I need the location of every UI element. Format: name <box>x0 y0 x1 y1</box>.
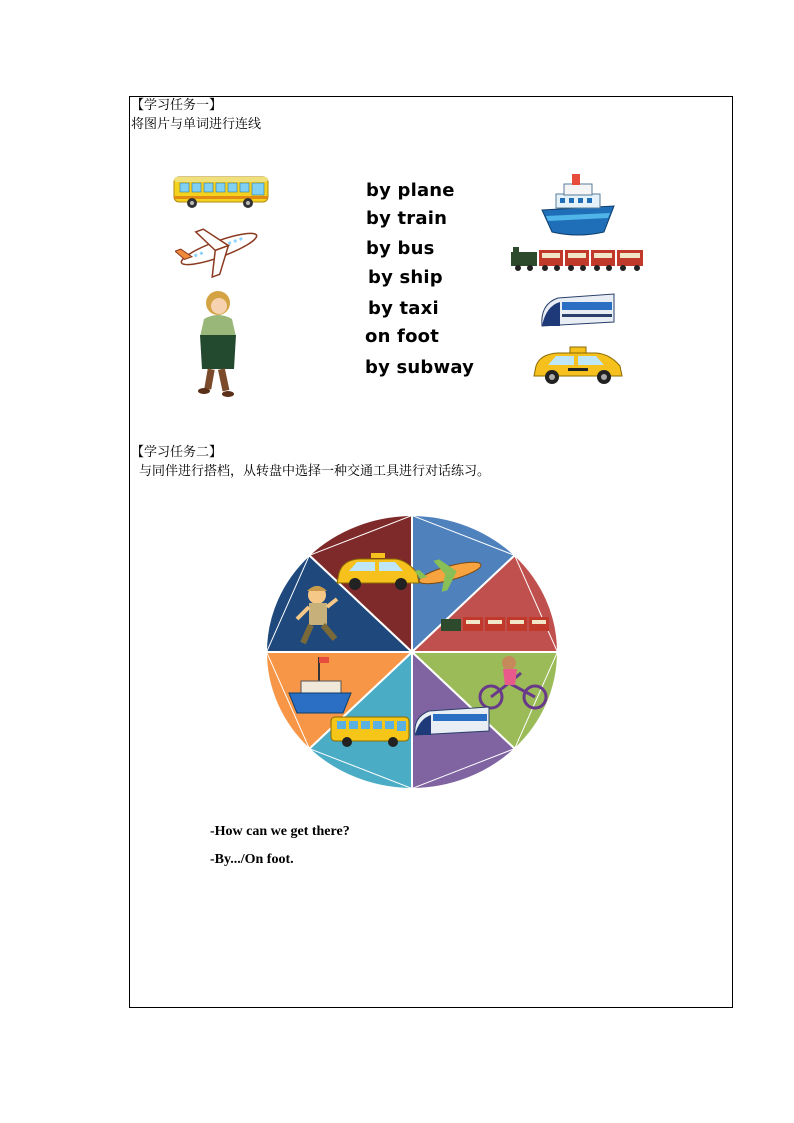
ship-icon <box>538 170 618 240</box>
transport-wheel[interactable] <box>265 515 560 790</box>
word-by-train: by train <box>366 208 448 229</box>
word-by-ship: by ship <box>368 267 443 288</box>
task1-heading: 【学习任务一】 <box>131 98 223 113</box>
word-on-foot: on foot <box>365 326 440 347</box>
word-by-taxi: by taxi <box>368 298 439 319</box>
word-by-subway: by subway <box>365 357 475 378</box>
subway-icon <box>538 290 616 332</box>
taxi-icon <box>530 346 626 386</box>
bus-icon <box>172 174 270 210</box>
task2-instruction: 与同伴进行搭档，从转盘中选择一种交通工具进行对话练习。 <box>139 464 491 479</box>
word-by-plane: by plane <box>366 180 455 201</box>
plane-icon <box>175 220 263 278</box>
dialogue-answer: -By.../On foot. <box>210 852 294 867</box>
task2-heading: 【学习任务二】 <box>131 445 223 460</box>
train-icon <box>509 244 645 272</box>
word-by-bus: by bus <box>366 238 435 259</box>
dialogue-question: -How can we get there? <box>210 824 350 839</box>
walking-girl-icon <box>188 289 246 401</box>
train-icon <box>441 617 549 631</box>
task1-instruction: 将图片与单词进行连线 <box>131 117 262 132</box>
